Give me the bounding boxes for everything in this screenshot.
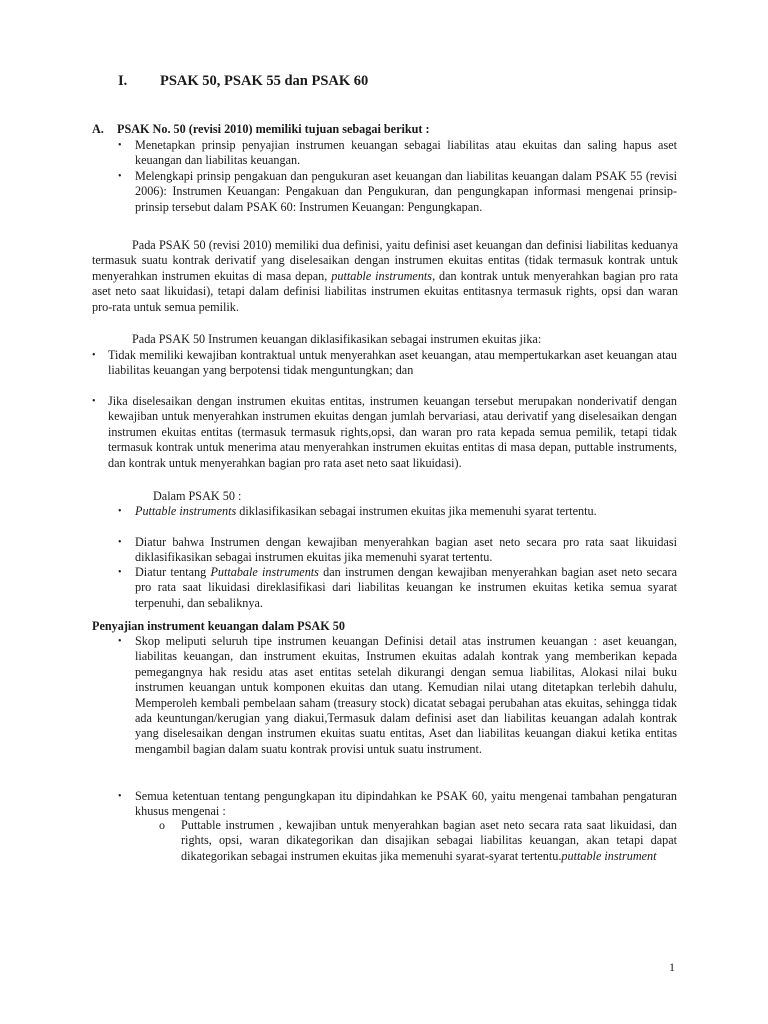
paragraph-classification-intro: Pada PSAK 50 Instrumen keuangan diklasifikasikan sebagai instrumen ekuitas jika: — [132, 332, 542, 346]
paragraph-definitions: Pada PSAK 50 (revisi 2010) memiliki dua definisi, yaitu definisi aset keuangan dan definisi liabilitas keduanya termasuk suatu kontrak derivatif yang diselesaikan dengan instrumen ekuitas entitas (tidak termasuk kontrak untuk menyerahkan instrumen ekuitas di masa depan, puttable instruments, dan kontrak untuk menyerahkan bagian pro rata aset neto saat likuidasi), tetapi dalam definisi liabilitas instrumen ekuitas entitasnya termasuk rights, opsi dan waran pro-rata untuk semua pemilik. — [92, 238, 678, 314]
bullet-marker: • — [118, 140, 122, 151]
sub-bullet-marker: o — [159, 818, 165, 832]
heading-title: PSAK 50, PSAK 55 dan PSAK 60 — [160, 73, 369, 89]
section-a-bullet-1: Menetapkan prinsip penyajian instrumen keuangan sebagai liabilitas atau ekuitas dan saling hapus aset keuangan dan liabilitas keuangan. — [135, 138, 677, 168]
section-b-bullet-1: Skop meliputi seluruh tipe instrumen keuangan Definisi detail atas instrumen keuangan : aset keuangan, liabilitas keuangan, dan instrument ekuitas, Instrumen ekuitas adalah kontrak yang memberikan kepada pemegangnya hak residu atas aset entitas setelah dikurangi dengan semua liabilitas, Alokasi nilai buku instrumen keuangan untuk komponen ekuitas dan utang. Kemudian nilai utang ditetapkan terlebih dahulu, Memperoleh kembali pembelaan saham (treasury stock) dicatat sebagai perubahan atas ekuitas, sehingga tidak ada keuntungan/kerugian yang diakui,Termasuk dalam definisi aset dan liabilitas keuangan adalah kontrak yang diselesaikan dengan instrumen ekuitas suatu entitas, Aset dan liabilitas keuangan diakui ketika entitas mengambil bagian dalam suatu kontrak provisi untuk suatu instrument. — [135, 634, 677, 756]
classification-bullet-2: Jika diselesaikan dengan instrumen ekuitas entitas, instrumen keuangan tersebut merupakan nonderivatif dengan kewajiban untuk menyerahkan instrumen ekuitas dengan jumlah bervariasi, atau derivatif yang diselesaikan dengan instrumen ekuitas entitas (termasuk termasuk rights,opsi, dan waran pro rata kepada semua pemilik, tetapi tidak termasuk kontrak untuk menerima atau menyerahkan instrumen ekuitas entitas di masa depan, puttable instruments, dan kontrak untuk menyerahkan bagian pro rata aset neto saat likuidasi). — [108, 394, 677, 470]
paragraph-psak50-intro: Dalam PSAK 50 : — [153, 489, 242, 503]
bullet-marker: • — [92, 396, 96, 407]
bullet-marker: • — [118, 791, 122, 802]
bullet-marker: • — [118, 537, 122, 548]
section-a-title: A. PSAK No. 50 (revisi 2010) memiliki tujuan sebagai berikut : — [92, 122, 430, 136]
section-b-sub-bullet: Puttable instrumen , kewajiban untuk menyerahkan bagian aset neto secara rata saat likuidasi, dan rights, opsi, waran dikategorikan dan disajikan sebagai liabilitas keuangan, akan tetapi dapat dikategorikan sebagai instrumen ekuitas jika memenuhi syarat-syarat tertentu.puttable instrument — [181, 818, 677, 863]
page-number: 1 — [669, 960, 675, 974]
psak50-bullet-3: Diatur tentang Puttabale instruments dan instrumen dengan kewajiban menyerahkan bagian aset neto secara pro rata saat likuidasi direklasifikasi dari liabilitas keuangan ke instrumen ekuitas ketika semua syarat terpenuhi, dan sebaliknya. — [135, 565, 677, 610]
heading-number: I. — [118, 73, 128, 89]
main-heading — [118, 72, 368, 90]
section-a-bullet-2: Melengkapi prinsip pengakuan dan pengukuran aset keuangan dan liabilitas keuangan dalam PSAK 55 (revisi 2006): Instrumen Keuangan: Pengakuan dan Pengukuran, dan pengungkapan informasi mengenai prinsip-prinsip tersebut dalam PSAK 60: Instrumen Keuangan: Pengungkapan. — [135, 169, 677, 214]
classification-bullet-1: Tidak memiliki kewajiban kontraktual untuk menyerahkan aset keuangan, atau mempertukarkan aset keuangan atau liabilitas keuangan yang berpotensi tidak menguntungkan; dan — [108, 348, 677, 378]
section-a-letter: A. — [92, 122, 104, 136]
section-b-title: Penyajian instrument keuangan dalam PSAK 50 — [92, 619, 345, 633]
bullet-marker: • — [118, 636, 122, 647]
psak50-bullet-1: Puttable instruments diklasifikasikan sebagai instrumen ekuitas jika memenuhi syarat tertentu. — [135, 504, 597, 518]
bullet-marker: • — [118, 506, 122, 517]
bullet-marker: • — [92, 350, 96, 361]
bullet-marker: • — [118, 567, 122, 578]
section-b-bullet-2: Semua ketentuan tentang pengungkapan itu dipindahkan ke PSAK 60, yaitu mengenai tambahan pengaturan khusus mengenai : — [135, 789, 677, 819]
bullet-marker: • — [118, 171, 122, 182]
psak50-bullet-2: Diatur bahwa Instrumen dengan kewajiban menyerahkan bagian aset neto secara pro rata saat likuidasi diklasifikasikan sebagai instrumen ekuitas jika memenuhi syarat tertentu. — [135, 535, 677, 565]
